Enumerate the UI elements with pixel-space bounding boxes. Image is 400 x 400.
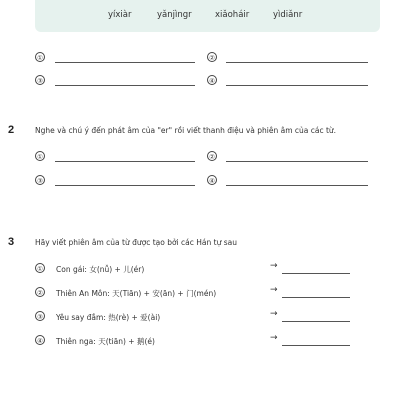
arrow-icon: → [270, 261, 278, 271]
item-text: Thiên An Môn: 天(Tiān) + 安(ān) + 门(mén) [56, 289, 217, 298]
item-marker: ④ [35, 335, 45, 345]
answer-line[interactable] [55, 62, 195, 63]
answer-line[interactable] [55, 161, 195, 162]
word-item: yíxiàr [108, 10, 132, 20]
item-text: Thiên nga: 天(tiān) + 鹅(é) [56, 337, 155, 346]
word-item: yǎnjìngr [157, 10, 192, 20]
word-box [35, 0, 380, 32]
arrow-icon: → [270, 333, 278, 343]
item-marker: ③ [35, 75, 45, 85]
item-text: Con gái: 女(nǚ) + 儿(ér) [56, 265, 145, 274]
answer-line[interactable] [226, 85, 368, 86]
item-marker: ① [35, 151, 45, 161]
section-number: 2 [8, 124, 15, 136]
answer-line[interactable] [282, 345, 350, 346]
answer-line[interactable] [226, 161, 368, 162]
section-instruction: Nghe và chú ý đến phát âm của "er" rồi viết thanh điệu và phiên âm của các từ. [35, 126, 337, 135]
word-item: xiǎoháir [215, 10, 250, 20]
answer-line[interactable] [55, 185, 195, 186]
item-marker: ① [35, 52, 45, 62]
item-text: Yêu say đắm: 热(rè) + 爱(ài) [56, 313, 161, 322]
arrow-icon: → [270, 309, 278, 319]
answer-line[interactable] [226, 62, 368, 63]
item-marker: ② [35, 287, 45, 297]
answer-line[interactable] [282, 273, 350, 274]
section-number: 3 [8, 236, 15, 248]
answer-line[interactable] [282, 297, 350, 298]
answer-line[interactable] [226, 185, 368, 186]
arrow-icon: → [270, 285, 278, 295]
item-marker: ① [35, 263, 45, 273]
word-item: yìdiǎnr [273, 10, 303, 20]
answer-line[interactable] [55, 85, 195, 86]
item-marker: ④ [207, 75, 217, 85]
item-marker: ② [207, 52, 217, 62]
item-marker: ③ [35, 311, 45, 321]
item-marker: ④ [207, 175, 217, 185]
section-instruction: Hãy viết phiên âm của từ được tạo bởi các Hán tự sau [35, 238, 237, 247]
answer-line[interactable] [282, 321, 350, 322]
item-marker: ② [207, 151, 217, 161]
item-marker: ③ [35, 175, 45, 185]
